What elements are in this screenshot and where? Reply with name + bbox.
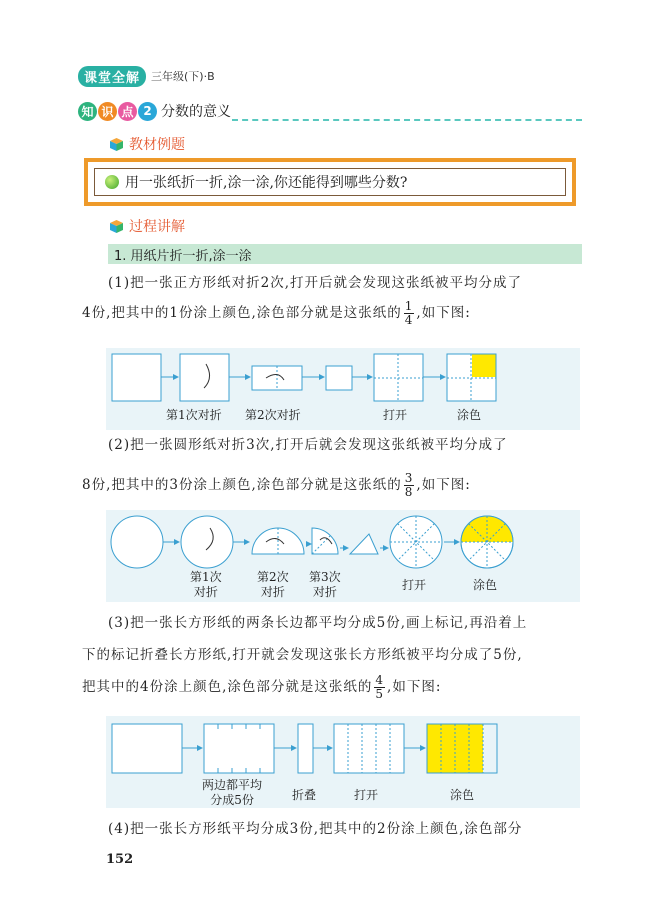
kp-title: 分数的意义: [161, 104, 231, 120]
fig2-label-1: 第1次 对折: [190, 570, 222, 599]
section-label: 过程讲解: [129, 219, 185, 235]
shaded-quarter: [472, 354, 496, 377]
figure-circle-svg: [106, 510, 580, 602]
fig2-label-5: 涂色: [473, 578, 498, 592]
fig2-label-3: 第3次 对折: [309, 570, 341, 599]
fraction-1-4: $\frac{1}{4}$: [404, 299, 414, 327]
fig3-label-2: 折叠: [292, 788, 317, 802]
cube-icon: [110, 220, 123, 233]
fig3-label-3: 打开: [354, 788, 379, 802]
figure-circle-folding: [106, 510, 580, 602]
fig1-label-2: 第2次对折: [245, 408, 301, 422]
p1-line2: 4份,把其中的1份涂上颜色,涂色部分就是这张纸的 $\frac{1}{4}$ ,如下图:: [82, 299, 471, 327]
p3-line2: 下的标记折叠长方形纸,打开就会发现这张长方形纸被平均分成了5份,: [82, 647, 523, 663]
paragraph-1: [82, 268, 584, 328]
question-text: 用一张纸折一折,涂一涂,你还能得到哪些分数?: [125, 175, 408, 191]
figure-square-folding: [106, 348, 580, 430]
subheading: 1. 用纸片折一折,涂一涂: [114, 248, 252, 264]
p3-line3: 把其中的4份涂上颜色,涂色部分就是这张纸的 $\frac{4}{5}$ ,如下图:: [82, 673, 442, 701]
square-paper: [112, 354, 161, 401]
process-heading: [110, 216, 185, 236]
p4-line1: (4)把一张长方形纸平均分成3份,把其中的2份涂上颜色,涂色部分: [108, 821, 523, 837]
fig3-label-4: 涂色: [450, 788, 475, 802]
grade-label: 三年级(下)·B: [151, 70, 215, 83]
brand-logo: 课堂全解: [78, 66, 146, 87]
eighth-fold: [350, 534, 378, 554]
rectangle-open: [334, 724, 404, 773]
paragraph-4: [82, 814, 584, 844]
fig1-label-4: 涂色: [457, 408, 482, 422]
kp-char-3: 点: [118, 102, 137, 121]
figure-rectangle-folding: [106, 716, 580, 808]
fraction-4-5: $\frac{4}{5}$: [375, 673, 385, 701]
figure-rectangle-svg: [106, 716, 580, 808]
kp-number: 2: [138, 102, 157, 121]
kp-char-1: 知: [78, 102, 97, 121]
fig3-label-1: 两边都平均 分成5份: [202, 778, 263, 807]
circle-paper: [111, 516, 163, 568]
book-header: [78, 66, 215, 86]
fig2-label-2: 第2次 对折: [257, 570, 289, 599]
rectangle-folded: [298, 724, 313, 773]
fig1-label-1: 第1次对折: [166, 408, 222, 422]
p3-line1: (3)把一张长方形纸的两条长边都平均分成5份,画上标记,再沿着上: [108, 615, 528, 631]
page-number: 152: [106, 852, 134, 867]
knowledge-point-heading: [78, 101, 231, 121]
p1-line1: (1)把一张正方形纸对折2次,打开后就会发现这张纸被平均分成了: [108, 275, 523, 291]
subheading-bar: [108, 244, 582, 264]
fig2-label-4: 打开: [402, 578, 427, 592]
p2-line2: 8份,把其中的3份涂上颜色,涂色部分就是这张纸的 $\frac{3}{8}$ ,如下图:: [82, 471, 471, 499]
rectangle-paper: [112, 724, 182, 773]
square-fold-3: [326, 366, 352, 390]
question-box: [84, 158, 576, 206]
rectangle-marked: [204, 724, 274, 773]
section-label: 教材例题: [129, 137, 185, 153]
p2-line1: (2)把一张圆形纸对折3次,打开后就会发现这张纸被平均分成了: [108, 437, 508, 453]
textbook-example-heading: [110, 134, 185, 154]
fig1-label-3: 打开: [383, 408, 408, 422]
fraction-3-8: $\frac{3}{8}$: [404, 471, 414, 499]
kp-char-2: 识: [98, 102, 117, 121]
heading-divider: [232, 119, 582, 121]
cube-icon: [110, 138, 123, 151]
circle-fold-1: [181, 516, 233, 568]
paragraph-2: [82, 430, 584, 500]
paragraph-3: [82, 608, 584, 702]
bullet-dot-icon: [105, 175, 119, 189]
square-fold-1: [180, 354, 229, 401]
